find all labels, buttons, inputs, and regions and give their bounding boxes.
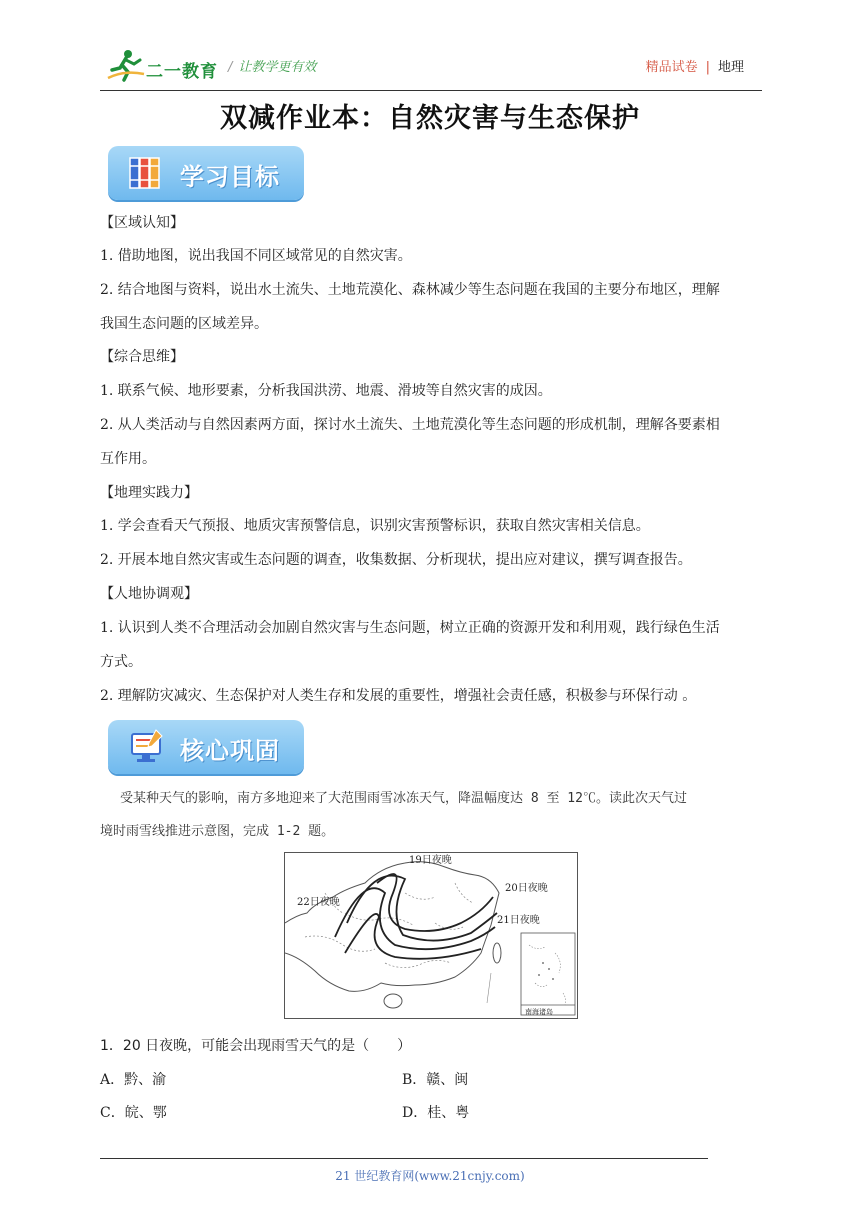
option-b[interactable]: B．赣、闽: [402, 1072, 469, 1088]
problem-intro-cont: 境时雨雪线推进示意图，完成 1-2 题。: [100, 824, 335, 839]
section-heading: 【区域认知】: [100, 215, 184, 231]
books-icon: [126, 154, 166, 192]
logo: [106, 48, 226, 82]
goal-item-cont: 互作用。: [100, 451, 156, 467]
option-a[interactable]: A．黔、渝: [100, 1072, 167, 1088]
banner-title: 学习目标: [180, 163, 280, 191]
runner-logo-icon: [106, 48, 146, 82]
question-1: 1．20 日夜晚，可能会出现雨雪天气的是（ ）: [100, 1038, 412, 1054]
goal-item: 1. 认识到人类不合理活动会加剧自然灾害与生态问题，树立正确的资源开发和利用观，践行绿色生活: [100, 620, 720, 636]
goal-item: 1. 联系气候、地形要素，分析我国洪涝、地震、滑坡等自然灾害的成因。: [100, 383, 552, 399]
rain-snow-line-map: [284, 852, 578, 1019]
goal-item: 2. 开展本地自然灾害或生态问题的调查，收集数据、分析现状，提出应对建议，撰写调查报告。: [100, 552, 692, 568]
label-22: 22日夜晚: [297, 897, 340, 908]
exam-tag: 精品试卷: [645, 60, 698, 75]
label-21: 21日夜晚: [497, 915, 540, 926]
goal-item-cont: 方式。: [100, 654, 142, 670]
goal-item: 1. 学会查看天气预报、地质灾害预警信息，识别灾害预警标识，获取自然灾害相关信息。: [100, 518, 650, 534]
header-tags: 精品试卷 | 地理: [645, 60, 744, 75]
problem-intro: 受某种天气的影响，南方多地迎来了大范围雨雪冰冻天气，降温幅度达 8 至 12℃。读此次天气过: [120, 791, 687, 806]
goal-item-cont: 我国生态问题的区域差异。: [100, 316, 268, 332]
core-practice-banner: [108, 720, 304, 774]
goal-item: 2. 结合地图与资料，说出水土流失、土地荒漠化、森林减少等生态问题在我国的主要分布地区，理解: [100, 282, 720, 298]
label-19: 19日夜晚: [409, 855, 452, 866]
goal-item: 2. 从人类活动与自然因素两方面，探讨水土流失、土地荒漠化等生态问题的形成机制，理解各要素相: [100, 417, 720, 433]
learning-goals-banner: [108, 146, 304, 200]
subject-label: 地理: [717, 60, 744, 75]
inset-label: 南海诸岛: [525, 1008, 553, 1016]
logo-text: 二一教育: [146, 62, 218, 82]
option-c[interactable]: C．皖、鄂: [100, 1105, 167, 1121]
section-heading: 【人地协调观】: [100, 586, 198, 602]
section-heading: 【综合思维】: [100, 349, 184, 365]
goal-item: 2. 理解防灾减灾、生态保护对人类生存和发展的重要性，增强社会责任感，积极参与环保行动 。: [100, 688, 697, 704]
goal-item: 1. 借助地图，说出我国不同区域常见的自然灾害。: [100, 248, 412, 264]
monitor-pen-icon: [126, 728, 166, 766]
label-20: 20日夜晚: [505, 883, 548, 894]
footer-divider: [100, 1158, 708, 1159]
section-heading: 【地理实践力】: [100, 485, 198, 501]
banner-title: 核心巩固: [180, 737, 280, 765]
slogan: / 让教学更有效: [228, 60, 317, 75]
footer-text[interactable]: 21 世纪教育网(www.21cnjy.com): [335, 1169, 525, 1183]
option-d[interactable]: D．桂、粤: [402, 1105, 470, 1121]
slogan-text: 让教学更有效: [238, 60, 317, 75]
page-header: [100, 44, 762, 91]
page-title: 双减作业本：自然灾害与生态保护: [220, 103, 640, 134]
map-figure: [285, 853, 577, 1018]
